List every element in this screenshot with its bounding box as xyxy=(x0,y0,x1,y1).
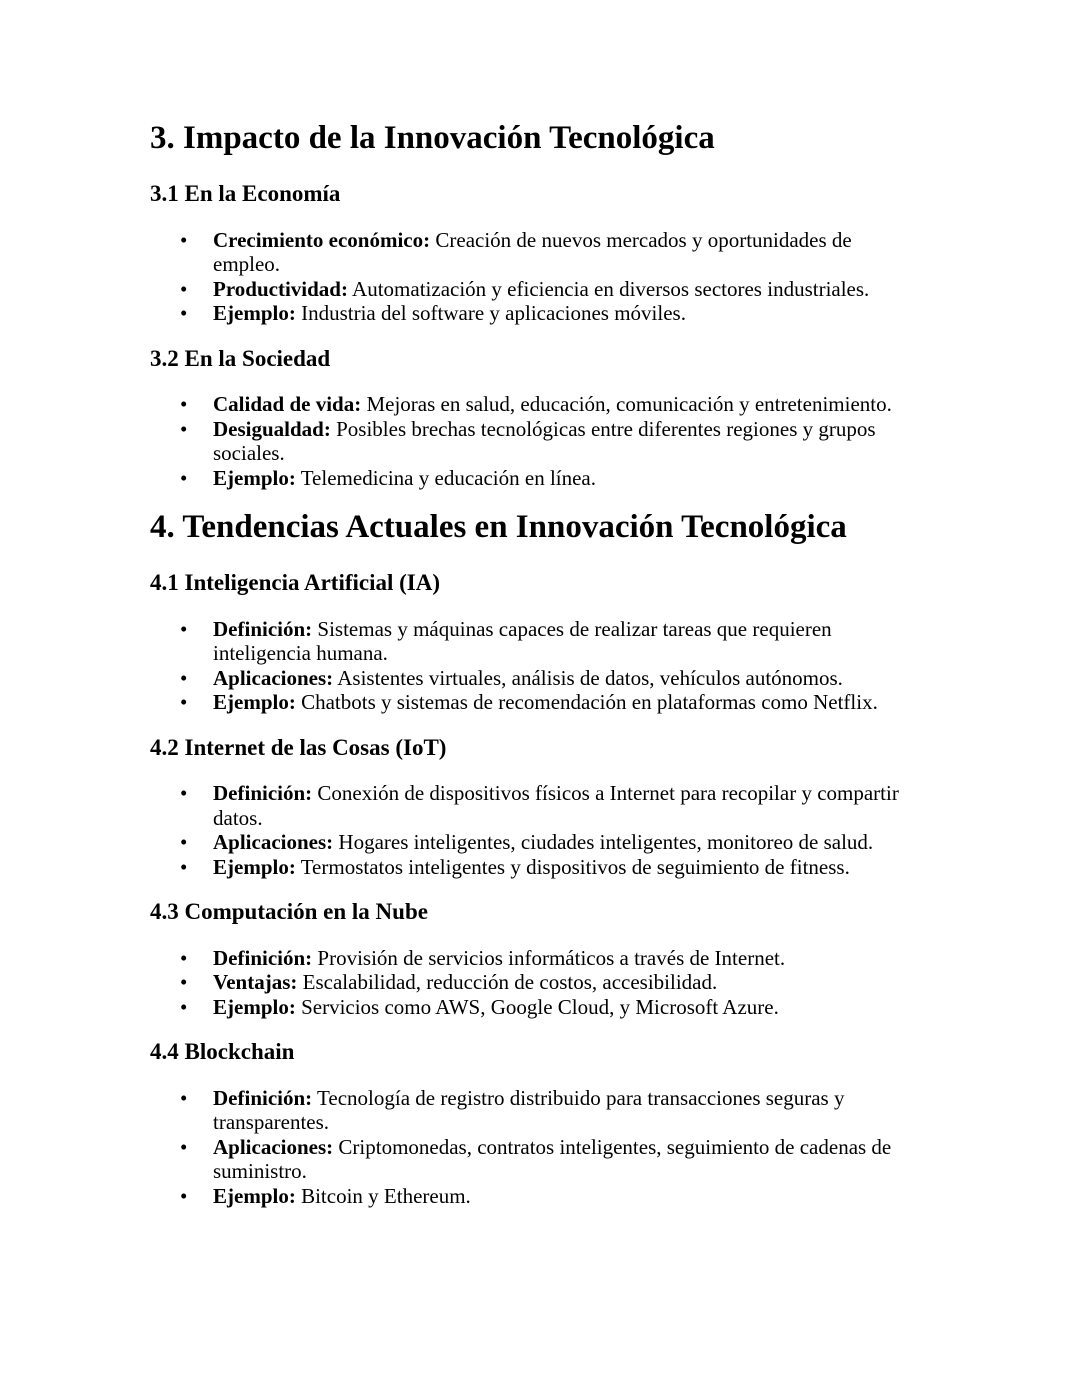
item-text: Criptomonedas, contratos inteligentes, seguimiento de cadenas de suministro. xyxy=(213,1134,892,1184)
list-item xyxy=(150,392,913,417)
list-item xyxy=(150,301,913,326)
list-item xyxy=(150,995,913,1020)
list-item xyxy=(150,666,913,691)
bullet-icon: • xyxy=(180,1183,188,1208)
bullet-icon: • xyxy=(180,276,188,301)
subsection-heading-4-4: 4.4 Blockchain xyxy=(150,1039,295,1065)
list-item xyxy=(150,466,913,491)
bullet-list-4-2 xyxy=(150,781,930,879)
item-text: Asistentes virtuales, análisis de datos, vehículos autónomos. xyxy=(333,665,843,690)
item-text: Termostatos inteligentes y dispositivos de seguimiento de fitness. xyxy=(295,854,850,879)
subsection-heading-4-3: 4.3 Computación en la Nube xyxy=(150,899,428,925)
list-item xyxy=(150,830,913,855)
list-item xyxy=(150,1135,913,1184)
item-text: Provisión de servicios informáticos a través de Internet. xyxy=(312,945,786,970)
subsection-heading-3-1: 3.1 En la Economía xyxy=(150,180,341,206)
list-item xyxy=(150,946,913,971)
item-label: Desigualdad: xyxy=(213,416,331,441)
item-label: Aplicaciones: xyxy=(213,665,334,690)
bullet-icon: • xyxy=(180,970,188,995)
subsection-heading-3-2: 3.2 En la Sociedad xyxy=(150,345,331,371)
item-label: Ventajas: xyxy=(213,970,298,995)
bullet-icon: • xyxy=(180,416,188,441)
bullet-icon: • xyxy=(180,465,188,490)
subsection-heading-4-2: 4.2 Internet de las Cosas (IoT) xyxy=(150,734,447,760)
section-heading-4: 4. Tendencias Actuales en Innovación Tecnológica xyxy=(150,509,847,546)
item-text: Bitcoin y Ethereum. xyxy=(295,1183,471,1208)
item-label: Definición: xyxy=(213,616,313,641)
bullet-list-3-2 xyxy=(150,392,930,490)
list-item xyxy=(150,228,913,277)
list-item xyxy=(150,855,913,880)
item-text: Hogares inteligentes, ciudades inteligentes, monitoreo de salud. xyxy=(333,830,874,855)
item-label: Calidad de vida: xyxy=(213,392,362,417)
item-label: Aplicaciones: xyxy=(213,830,334,855)
item-text: Escalabilidad, reducción de costos, accesibilidad. xyxy=(297,970,718,995)
list-item xyxy=(150,277,913,302)
bullet-icon: • xyxy=(180,665,188,690)
bullet-icon: • xyxy=(180,1085,188,1110)
item-label: Definición: xyxy=(213,781,313,806)
bullet-icon: • xyxy=(180,994,188,1019)
bullet-icon: • xyxy=(180,830,188,855)
bullet-icon: • xyxy=(180,1134,188,1159)
item-text: Sistemas y máquinas capaces de realizar tareas que requieren inteligencia humana. xyxy=(213,616,832,666)
bullet-list-4-4 xyxy=(150,1086,930,1209)
item-label: Definición: xyxy=(213,945,313,970)
bullet-icon: • xyxy=(180,227,188,252)
list-item xyxy=(150,1086,913,1135)
item-label: Ejemplo: xyxy=(213,690,296,715)
item-text: Servicios como AWS, Google Cloud, y Microsoft Azure. xyxy=(295,994,779,1019)
list-item xyxy=(150,781,913,830)
bullet-icon: • xyxy=(180,854,188,879)
item-label: Ejemplo: xyxy=(213,854,296,879)
item-label: Ejemplo: xyxy=(213,465,296,490)
bullet-icon: • xyxy=(180,616,188,641)
item-text: Creación de nuevos mercados y oportunidades de empleo. xyxy=(213,227,852,277)
bullet-icon: • xyxy=(180,781,188,806)
bullet-icon: • xyxy=(180,301,188,326)
bullet-list-4-1 xyxy=(150,617,930,715)
item-label: Ejemplo: xyxy=(213,1183,296,1208)
bullet-icon: • xyxy=(180,392,188,417)
item-text: Posibles brechas tecnológicas entre diferentes regiones y grupos sociales. xyxy=(213,416,876,466)
section-heading-3: 3. Impacto de la Innovación Tecnológica xyxy=(150,120,715,156)
list-item xyxy=(150,617,913,666)
item-text: Automatización y eficiencia en diversos sectores industriales. xyxy=(347,276,870,301)
bullet-list-4-3 xyxy=(150,946,930,1020)
item-text: Telemedicina y educación en línea. xyxy=(295,465,597,490)
item-text: Industria del software y aplicaciones móviles. xyxy=(295,301,686,326)
list-item xyxy=(150,690,913,715)
item-text: Tecnología de registro distribuido para transacciones seguras y transparentes. xyxy=(213,1085,845,1135)
item-text: Chatbots y sistemas de recomendación en plataformas como Netflix. xyxy=(295,690,878,715)
item-label: Definición: xyxy=(213,1085,313,1110)
item-label: Aplicaciones: xyxy=(213,1134,334,1159)
item-label: Ejemplo: xyxy=(213,301,296,326)
item-label: Ejemplo: xyxy=(213,994,296,1019)
item-text: Conexión de dispositivos físicos a Internet para recopilar y compartir datos. xyxy=(213,781,899,830)
list-item xyxy=(150,417,913,466)
item-text: Mejoras en salud, educación, comunicación y entretenimiento. xyxy=(361,392,892,417)
item-label: Productividad: xyxy=(213,276,348,301)
bullet-icon: • xyxy=(180,945,188,970)
item-label: Crecimiento económico: xyxy=(213,227,431,252)
bullet-icon: • xyxy=(180,690,188,715)
list-item xyxy=(150,970,913,995)
bullet-list-3-1 xyxy=(150,228,930,326)
subsection-heading-4-1: 4.1 Inteligencia Artificial (IA) xyxy=(150,570,441,596)
list-item xyxy=(150,1184,913,1209)
